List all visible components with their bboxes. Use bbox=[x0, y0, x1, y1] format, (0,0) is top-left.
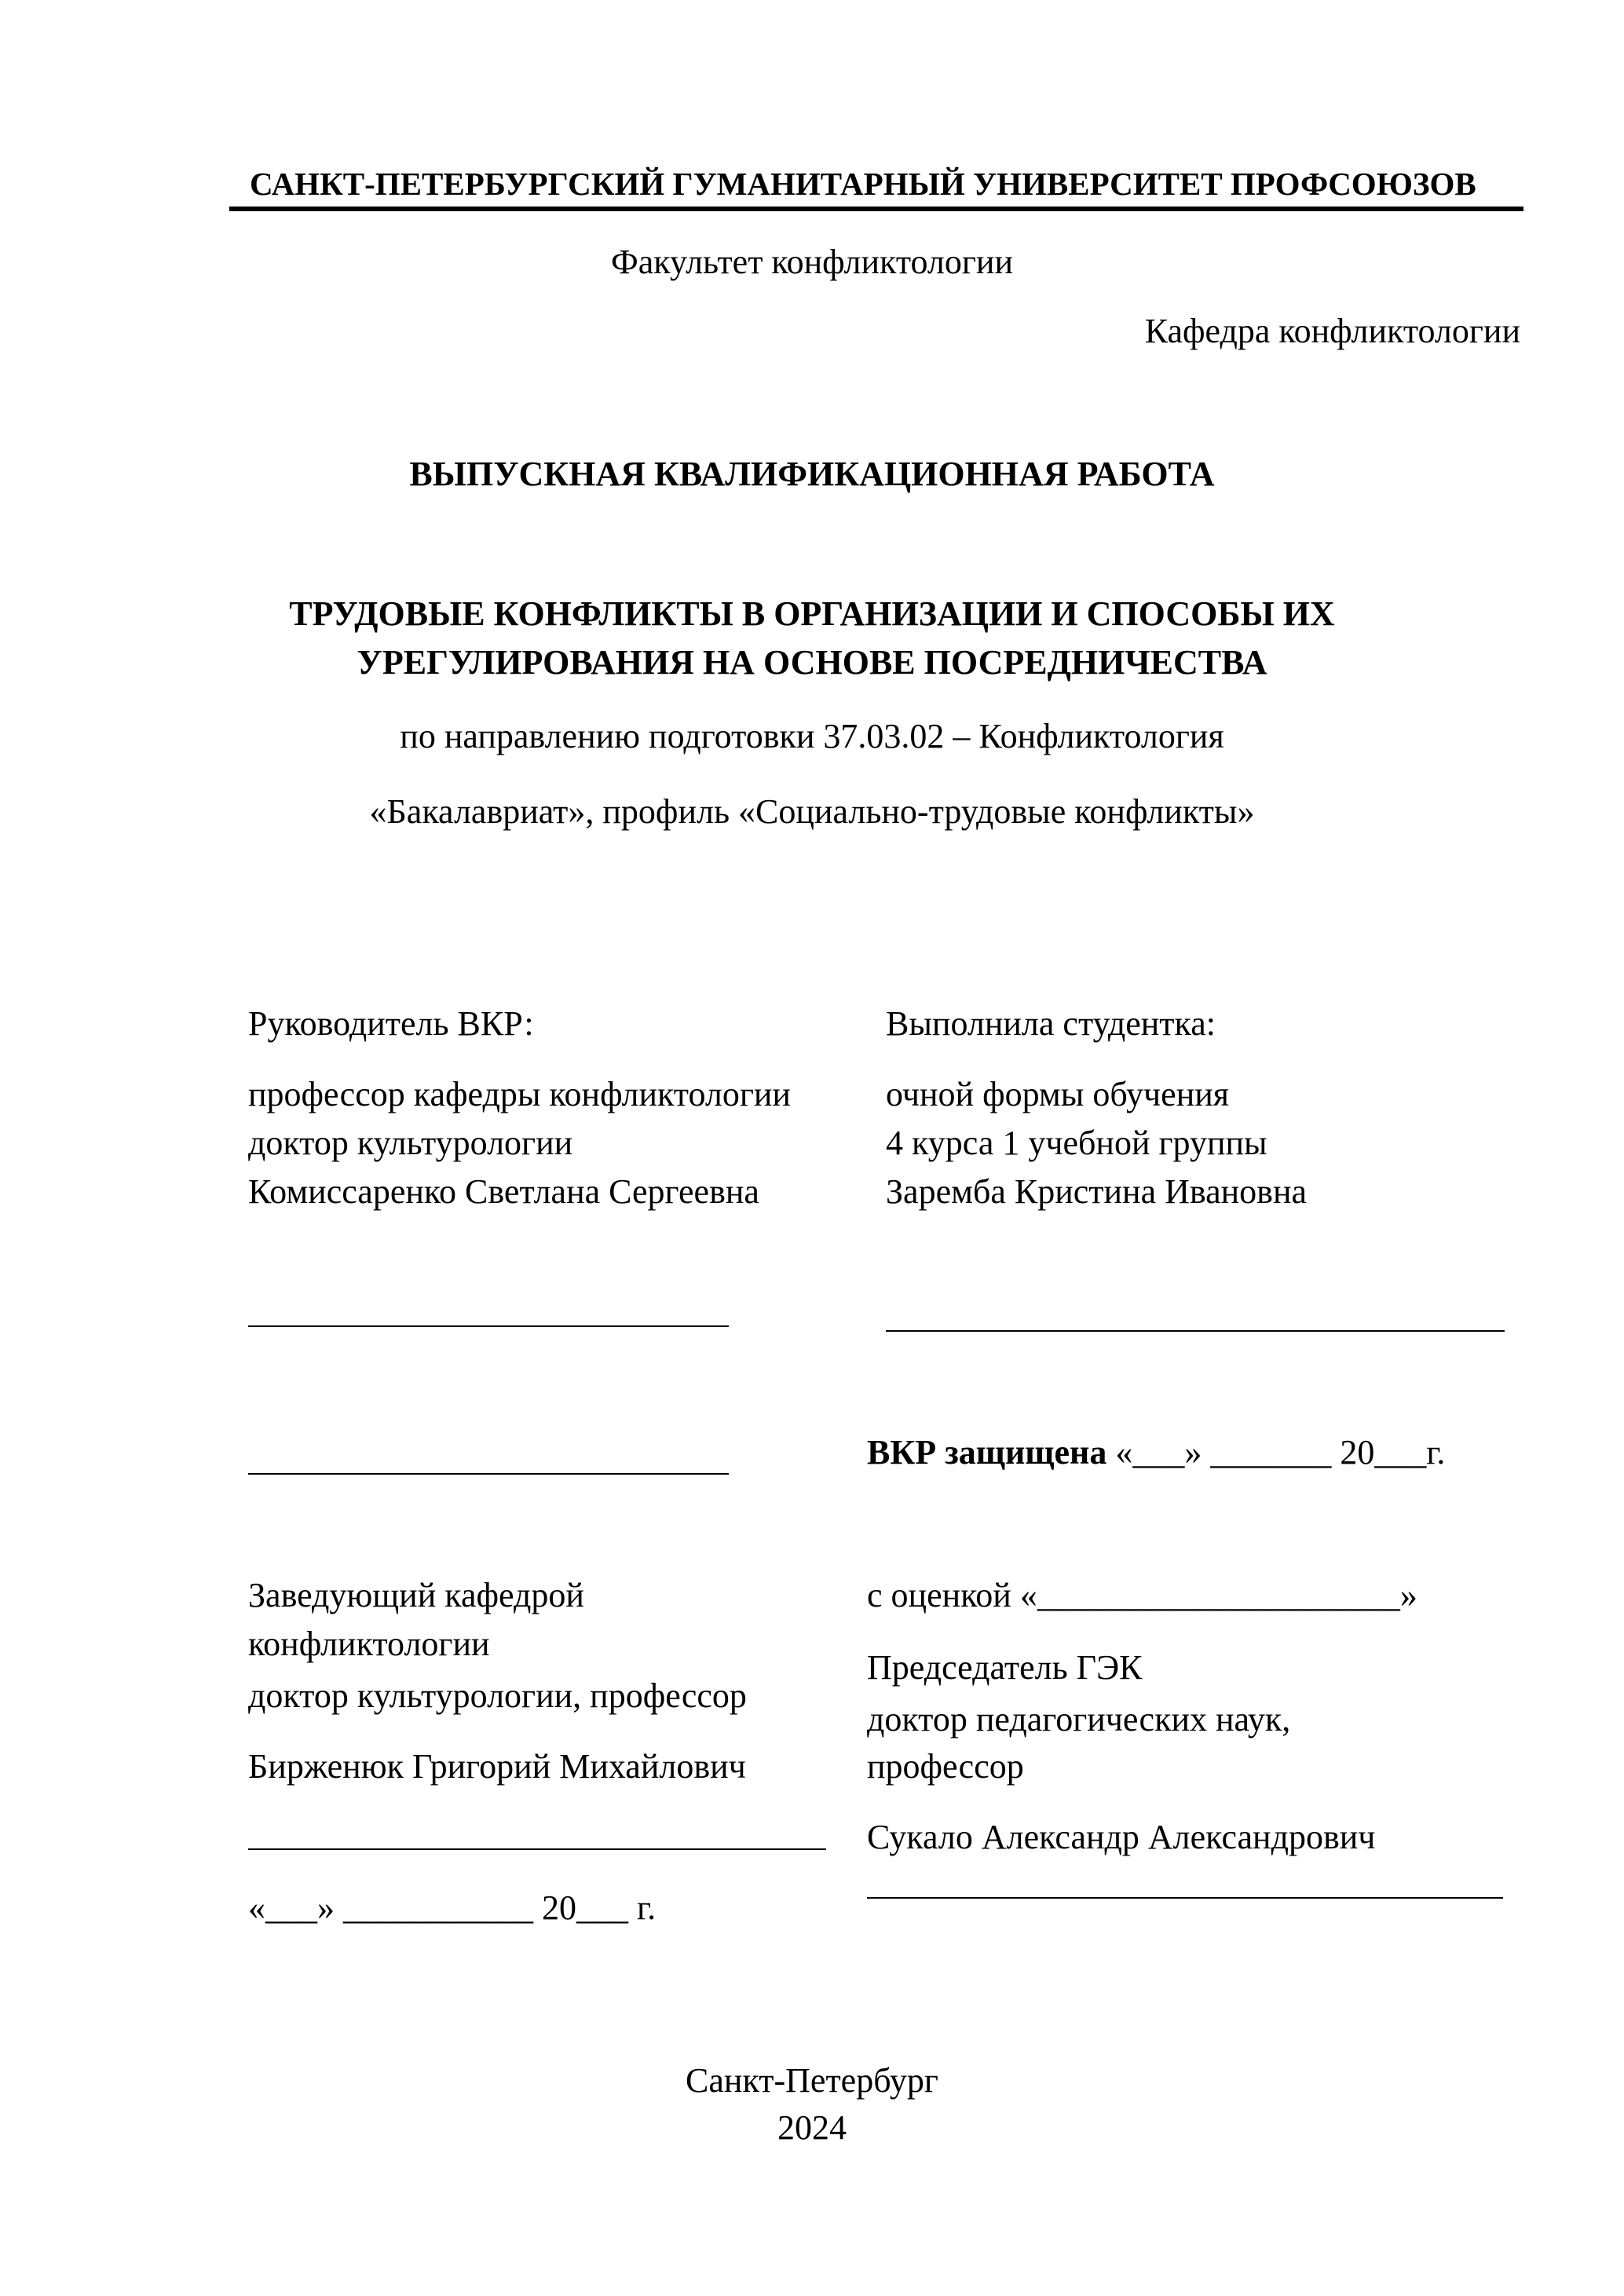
work-type-title: ВЫПУСКНАЯ КВАЛИФИКАЦИОННАЯ РАБОТА bbox=[409, 455, 1215, 493]
head-dept-degree: доктор культурологии, профессор bbox=[248, 1676, 747, 1715]
faculty-name: Факультет конфликтологии bbox=[610, 243, 1013, 281]
student-name: Заремба Кристина Ивановна bbox=[886, 1172, 1308, 1211]
student-group: 4 курса 1 учебной группы bbox=[886, 1124, 1267, 1162]
header-rule bbox=[229, 207, 1523, 211]
year: 2024 bbox=[777, 2108, 847, 2147]
head-dept-name: Бирженюк Григорий Михайлович bbox=[248, 1747, 746, 1786]
topic-title-line2: УРЕГУЛИРОВАНИЯ НА ОСНОВЕ ПОСРЕДНИЧЕСТВА bbox=[357, 643, 1267, 682]
gek-chair-signature-line[interactable] bbox=[867, 1897, 1503, 1899]
gek-chair-degree-line2: профессор bbox=[867, 1747, 1024, 1786]
city: Санкт-Петербург bbox=[686, 2061, 938, 2100]
head-dept-line2: конфликтологии bbox=[248, 1625, 490, 1663]
supervisor-second-line[interactable] bbox=[248, 1473, 729, 1475]
defense-date[interactable]: «___» _______ 20___г. bbox=[1115, 1433, 1446, 1472]
head-dept-line1: Заведующий кафедрой bbox=[248, 1576, 584, 1614]
defense-grade[interactable]: с оценкой «_____________________» bbox=[867, 1576, 1417, 1614]
supervisor-label: Руководитель ВКР: bbox=[248, 1004, 534, 1043]
student-signature-line[interactable] bbox=[886, 1330, 1505, 1332]
direction-text: по направлению подготовки 37.03.02 – Конфликтология bbox=[400, 717, 1224, 755]
defense-label: ВКР защищена bbox=[867, 1433, 1107, 1472]
gek-chair-name: Сукало Александр Александрович bbox=[867, 1818, 1376, 1856]
supervisor-name: Комиссаренко Светлана Сергеевна bbox=[248, 1172, 759, 1211]
supervisor-position: профессор кафедры конфликтологии bbox=[248, 1075, 791, 1113]
department-name: Кафедра конфликтологии bbox=[1144, 312, 1520, 350]
gek-chair-degree-line1: доктор педагогических наук, bbox=[867, 1700, 1291, 1738]
student-form: очной формы обучения bbox=[886, 1075, 1230, 1113]
head-dept-signature-line[interactable] bbox=[248, 1848, 826, 1850]
profile-text: «Бакалавриат», профиль «Социально-трудовые конфликты» bbox=[369, 792, 1255, 831]
gek-chair-label: Председатель ГЭК bbox=[867, 1648, 1143, 1687]
supervisor-degree: доктор культурологии bbox=[248, 1124, 573, 1162]
topic-title-line1: ТРУДОВЫЕ КОНФЛИКТЫ В ОРГАНИЗАЦИИ И СПОСОБЫ ИХ bbox=[289, 594, 1335, 633]
university-name: САНКТ-ПЕТЕРБУРГСКИЙ ГУМАНИТАРНЫЙ УНИВЕРСИТЕТ ПРОФСОЮЗОВ bbox=[250, 166, 1476, 202]
supervisor-signature-line[interactable] bbox=[248, 1325, 729, 1327]
defense-line bbox=[867, 1434, 1445, 1472]
head-dept-date[interactable]: «___» ___________ 20___ г. bbox=[248, 1888, 657, 1927]
student-label: Выполнила студентка: bbox=[886, 1004, 1216, 1043]
